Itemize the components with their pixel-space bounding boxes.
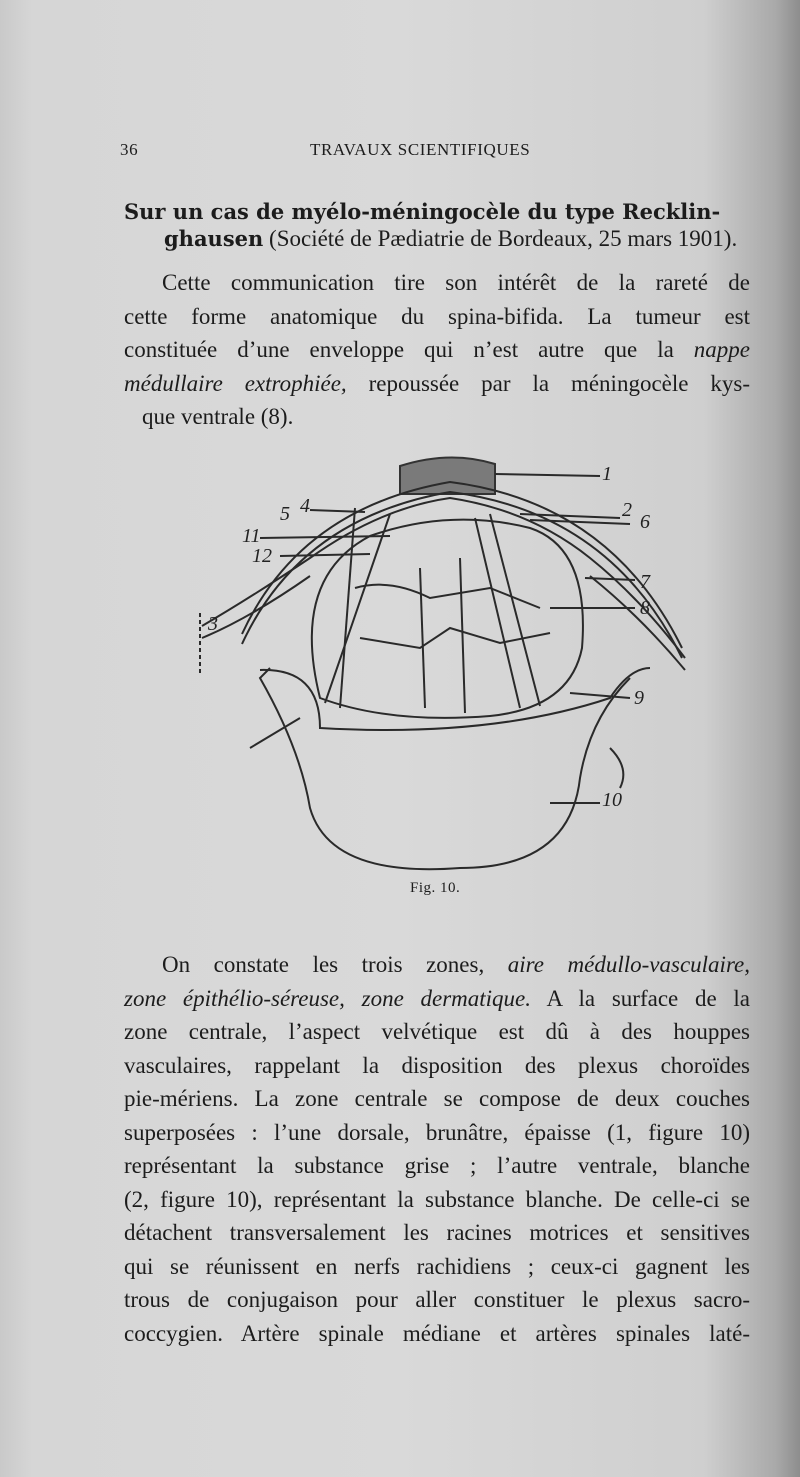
article-title (124, 198, 764, 252)
figure-caption: Fig. 10. (410, 880, 461, 896)
paragraph-line: coccygien. Artère spinale médiane et artères spinales laté- (124, 1320, 750, 1346)
paragraph-line (124, 948, 750, 982)
paragraph-line: vasculaires, rappelant la disposition des plexus choroïdes (124, 1052, 750, 1078)
italic-term: aire médullo-vasculaire, (507, 952, 751, 977)
paragraph-line: trous de conjugaison pour aller constituer le plexus sacro- (124, 1287, 750, 1312)
paragraph-line: (2, figure 10), représentant la substance blanche. De celle-ci se (124, 1186, 750, 1212)
italic-term: zone dermatique. (361, 985, 532, 1011)
figure-label: 4 (300, 495, 310, 517)
paragraph-text: constituée d’une enveloppe qui n’est autre que la (124, 337, 674, 362)
paragraph-2 (124, 948, 750, 1350)
title-bold-line2: ghausen (164, 226, 264, 251)
paragraph-text: On constate les trois zones, (162, 952, 485, 977)
figure-label: 10 (602, 789, 622, 811)
paragraph-line: qui se réunissent en nerfs rachidiens ; ceux-ci gagnent les (124, 1253, 750, 1279)
figure-label: 2 (622, 499, 632, 521)
myelomeningocele-diagram (190, 448, 710, 888)
paragraph-text: repoussée par la méningocèle kys- (346, 370, 750, 396)
italic-term: médullaire extrophiée, (124, 370, 347, 396)
paragraph-line: détachent transversalement les racines motrices et sensitives (124, 1220, 750, 1245)
title-bold-line1: Sur un cas de myélo-méningocèle du type Recklin- (124, 199, 721, 224)
running-head: TRAVAUX SCIENTIFIQUES (310, 140, 531, 159)
paragraph-line: Cette communication tire son intérêt de la rareté de (162, 270, 750, 295)
paragraph-line (124, 367, 750, 401)
title-source: (Société de Pædiatrie de Bordeaux, 25 mars 1901). (263, 226, 738, 251)
paragraph-line: zone centrale, l’aspect velvétique est dû à des houppes (124, 1019, 750, 1044)
paragraph-line: représentant la substance grise ; l’autre ventrale, blanche (124, 1153, 750, 1178)
paragraph-line: que ventrale (8). (142, 404, 294, 429)
italic-term: nappe (693, 337, 750, 362)
figure-label: 12 (252, 545, 272, 567)
page-header (120, 140, 760, 164)
title-line2 (124, 225, 764, 252)
figure-label: 6 (640, 511, 650, 533)
page-number: 36 (120, 140, 139, 159)
anatomical-figure (190, 448, 710, 888)
paragraph-line: superposées : l’une dorsale, brunâtre, épaisse (1, figure 10) (124, 1119, 750, 1145)
figure-label: 7 (640, 571, 650, 593)
figure-label: 8 (640, 597, 650, 619)
figure-label: 11 (242, 525, 261, 547)
paragraph-line (124, 333, 750, 367)
paragraph-line (124, 982, 750, 1016)
italic-term: zone épithélio-séreuse, (124, 985, 345, 1011)
figure-label: 9 (634, 687, 644, 709)
figure-label: 3 (208, 613, 218, 635)
paragraph-line: pie-mériens. La zone centrale se compose de deux couches (124, 1086, 750, 1111)
paragraph-1 (124, 266, 750, 434)
figure-label: 5 (280, 503, 290, 525)
paragraph-line: cette forme anatomique du spina-bifida. La tumeur est (124, 303, 750, 329)
figure-label: 1 (602, 463, 612, 485)
paragraph-text: A la surface de la (546, 985, 750, 1011)
